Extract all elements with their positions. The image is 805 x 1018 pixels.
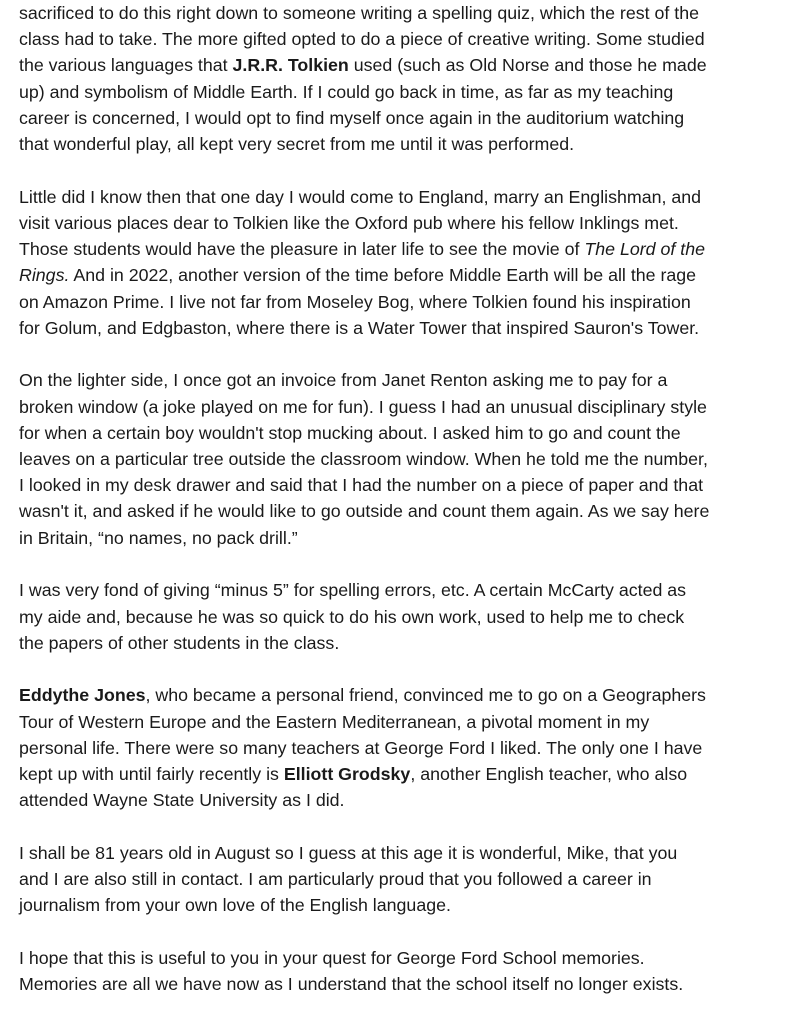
text-run: the papers of other students in the class. (19, 632, 340, 653)
text-run: and I are also still in contact. I am particularly proud that you followed a career in (19, 869, 652, 890)
text-run: broken window (a joke played on me for fun). I guess I had an unusual disciplinary style (19, 396, 707, 417)
text-run: personal life. There were so many teachers at George Ford I liked. The only one I have (19, 737, 703, 758)
text-line (19, 498, 805, 524)
italic-title: The Lord of the (584, 239, 705, 260)
text-run: leaves on a particular tree outside the classroom window. When he told me the number, (19, 449, 708, 470)
text-line (19, 105, 805, 131)
text-line (19, 709, 805, 735)
text-run: class had to take. The more gifted opted to do a piece of creative writing. Some studied (19, 29, 705, 50)
text-run: I hope that this is useful to you in your quest for George Ford School memories. (19, 948, 645, 969)
text-run: wasn't it, and asked if he would like to go outside and count them again. As we say here (19, 501, 710, 522)
text-run: that wonderful play, all kept very secret from me until it was performed. (19, 134, 575, 155)
text-line (19, 892, 805, 918)
text-line (19, 787, 805, 813)
paragraph-gap (19, 341, 805, 368)
text-line (19, 315, 805, 341)
text-run: journalism from your own love of the English language. (19, 895, 451, 916)
text-run: on Amazon Prime. I live not far from Moseley Bog, where Tolkien found his inspiration (19, 291, 691, 312)
text-run: I shall be 81 years old in August so I guess at this age it is wonderful, Mike, that you (19, 842, 678, 863)
text-line (19, 446, 805, 472)
text-run: up) and symbolism of Middle Earth. If I could go back in time, as far as my teaching (19, 81, 674, 102)
paragraph-gap (19, 551, 805, 578)
text-line (19, 52, 805, 78)
paragraph-gap (19, 813, 805, 840)
text-line (19, 26, 805, 52)
paragraph-p7 (19, 945, 805, 997)
paragraph-p3 (19, 367, 805, 550)
text-run: I looked in my desk drawer and said that I had the number on a piece of paper and that (19, 475, 704, 496)
text-line (19, 0, 805, 26)
text-line (19, 761, 805, 787)
text-line (19, 735, 805, 761)
text-line (19, 289, 805, 315)
text-run: Tour of Western Europe and the Eastern Mediterranean, a pivotal moment in my (19, 711, 650, 732)
text-run: sacrificed to do this right down to someone writing a spelling quiz, which the rest of the (19, 3, 699, 23)
text-line (19, 394, 805, 420)
text-run: On the lighter side, I once got an invoice from Janet Renton asking me to pay for a (19, 370, 668, 391)
text-line (19, 420, 805, 446)
text-line (19, 604, 805, 630)
paragraph-p1 (19, 0, 805, 157)
text-line (19, 236, 805, 262)
text-line (19, 367, 805, 393)
text-line (19, 630, 805, 656)
text-run: visit various places dear to Tolkien like the Oxford pub where his fellow Inklings met. (19, 212, 679, 233)
text-run: for Golum, and Edgbaston, where there is a Water Tower that inspired Sauron's Tower. (19, 317, 700, 338)
text-line (19, 184, 805, 210)
text-line (19, 840, 805, 866)
bold-name: Eddythe Jones (19, 685, 146, 706)
text-line (19, 971, 805, 997)
text-run: , who became a personal friend, convinced me to go on a Geographers (145, 685, 706, 706)
text-line (19, 131, 805, 157)
paragraph-p4 (19, 577, 805, 656)
paragraph-gap (19, 157, 805, 184)
text-run: Little did I know then that one day I would come to England, marry an Englishman, and (19, 186, 702, 207)
paragraph-p5 (19, 682, 805, 813)
paragraph-gap (19, 656, 805, 683)
text-run: Those students would have the pleasure in later life to see the movie of (19, 239, 585, 260)
text-run: my aide and, because he was so quick to do his own work, used to help me to check (19, 606, 685, 627)
text-run: the various languages that (19, 55, 233, 76)
paragraph-gap (19, 919, 805, 946)
text-run: And in 2022, another version of the time before Middle Earth will be all the rage (69, 265, 697, 286)
text-line (19, 210, 805, 236)
text-line (19, 682, 805, 708)
text-line (19, 79, 805, 105)
text-line (19, 866, 805, 892)
bold-name: Elliott Grodsky (283, 764, 411, 785)
text-run: in Britain, “no names, no pack drill.” (19, 527, 298, 548)
text-run: career is concerned, I would opt to find myself once again in the auditorium watching (19, 107, 685, 128)
text-run: used (such as Old Norse and those he made (348, 55, 707, 76)
bold-name: J.R.R. Tolkien (232, 55, 349, 76)
text-line (19, 577, 805, 603)
text-run: , another English teacher, who also (410, 764, 688, 785)
italic-title: Rings. (19, 265, 70, 286)
text-run: kept up with until fairly recently is (19, 764, 284, 785)
text-line (19, 525, 805, 551)
paragraph-p6 (19, 840, 805, 919)
text-run: attended Wayne State University as I did. (19, 790, 345, 811)
text-line (19, 472, 805, 498)
text-run: I was very fond of giving “minus 5” for spelling errors, etc. A certain McCarty acted as (19, 580, 687, 601)
text-run: Memories are all we have now as I understand that the school itself no longer exists. (19, 974, 684, 995)
text-run: for when a certain boy wouldn't stop mucking about. I asked him to go and count the (19, 422, 681, 443)
text-line (19, 262, 805, 288)
text-line (19, 945, 805, 971)
paragraph-p2 (19, 184, 805, 341)
